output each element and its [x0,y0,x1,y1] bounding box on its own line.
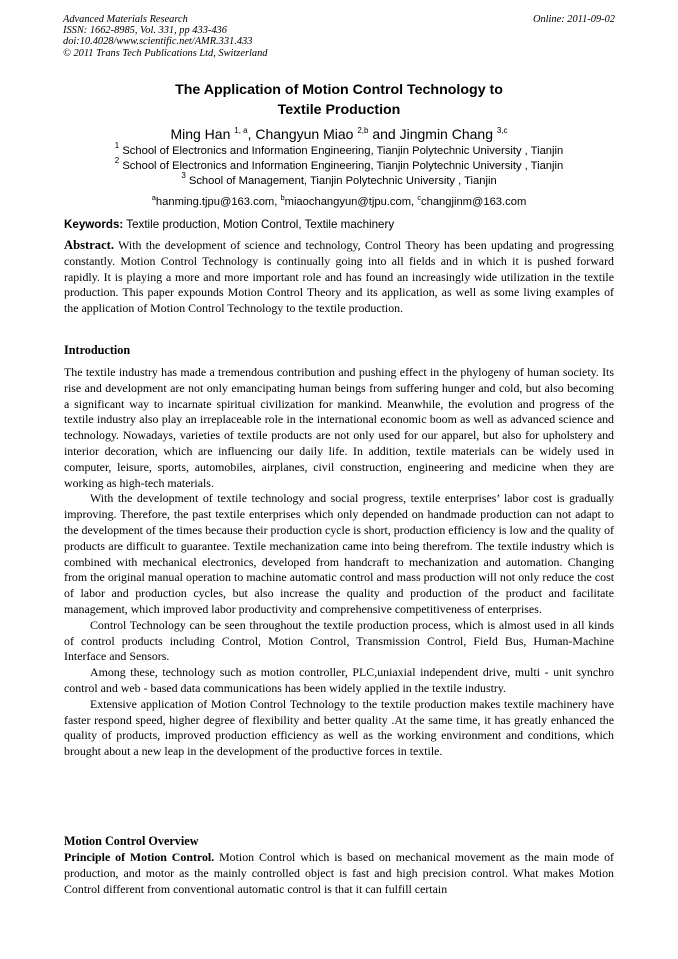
journal-header [63,14,267,59]
author-affiliation-mark: 1, a [234,126,248,135]
email-mark: b [280,193,285,202]
abstract-text: With the development of science and technology, Control Theory has been updating and progressing constantly. Motion Control Technology is continually going into all fields and in which it is pushed forward rapidly. It is playing a more and more important role and has found an increasingly wide utilization in the textile production. This paper expounds Motion Control Theory and its application, as well as some living examples of the application of Motion Control Technology to the textile production. [64,238,614,316]
online-date: Online: 2011-09-02 [532,14,615,25]
affiliation-text: School of Management, Tianjin Polytechnic University , Tianjin [188,175,497,187]
author-separator: and [368,126,400,142]
subsection-heading: Principle of Motion Control. [64,850,215,864]
keywords-text: Textile production, Motion Control, Textile machinery [123,218,395,231]
paragraph: Among these, technology such as motion controller, PLC,uniaxial independent drive, multi - unit synchro control and web - based data communications has been widely applied in the textile industry. [64,665,614,695]
paragraph: With the development of textile technology and social progress, textile enterprises’ labor cost is gradually improving. Therefore, the past textile enterprises which only depended on handmade production can not adapt to the development of the times because their production cycle is short, production efficiency is low and the quality of products are difficult to guarantee. Textile mechanization came into being therefrom. The textile industry which is combined with mechanical electronics, developed from handcraft to mechanization and automation. Changing from the original manual operation to machine automatic control and mass production will not only reduce the cost of labor and production cycles, but also increase the quality and production of the product and facilitate management, which improved labor productivity and comprehensive competitiveness of enterprises. [64,491,614,616]
affiliation-2 [0,158,678,174]
paragraph: Extensive application of Motion Control Technology to the textile production makes textile machinery have faster respond speed, higher degree of flexibility and better quality .At the same time, it has greatly enhanced the quality of products, improved production efficiency as well as the working environment and conditions, which brought about a new leap in the development of the productive forces in textile. [64,696,614,759]
title-line-2: Textile Production [277,102,401,118]
motion-control-body [64,850,614,897]
introduction-heading: Introduction [64,343,131,357]
affiliation-number: 1 [114,141,120,150]
email-mark: a [151,193,156,202]
keywords-line [64,217,394,233]
author-name: Changyun Miao [255,126,354,142]
doi-line: doi:10.4028/www.scientific.net/AMR.331.433 [63,36,253,48]
abstract-label: Abstract. [64,238,115,252]
affiliation-1 [0,143,678,159]
affiliation-text: School of Electronics and Information Engineering, Tianjin Polytechnic University , Tianjin [122,145,564,157]
title-line-1: The Application of Motion Control Technology to [175,82,503,98]
abstract-block [64,238,614,317]
email-address: hanming.tjpu@163.com, [155,196,281,208]
keywords-label: Keywords: [64,218,124,231]
motion-control-heading: Motion Control Overview [64,834,199,848]
email-address: changjinm@163.com [421,196,527,208]
issn-line: ISSN: 1662-8985, Vol. 331, pp 433-436 [63,25,227,37]
author-list [0,124,678,144]
affiliation-3 [0,173,678,189]
email-mark: c [417,193,421,202]
author-affiliation-mark: 2,b [357,126,369,135]
author-name: Jingmin Chang [399,126,493,142]
email-address: miaochangyun@tjpu.com, [284,196,418,208]
author-name: Ming Han [170,126,231,142]
affiliation-text: School of Electronics and Information Engineering, Tianjin Polytechnic University , Tianjin [122,160,564,172]
author-affiliation-mark: 3,c [496,126,508,135]
copyright-line: © 2011 Trans Tech Publications Ltd, Switzerland [63,47,268,59]
email-line [0,194,678,210]
introduction-body [64,365,614,760]
paragraph: Motion Control which is based on mechanical movement as the main mode of production, and motor as the mainly controlled object is fast and high precision control. What makes Motion Control different from conventional automatic control is that it can fulfill certain [64,850,614,896]
paper-title [0,80,678,120]
paragraph: The textile industry has made a tremendous contribution and pushing effect in the phylogeny of human society. Its rise and development are not only emancipating human beings from suffering hunger and cold, but also becoming a significant way to incarnate spiritual civilization for mankind. Meanwhile, the evolution and progress of the textile industry also play an irreplaceable role in the international economic boom as well as advanced science and technology. Nowadays, varieties of textile products are not only used for our apparel, but also for upholstery and interior decoration, which are influencing our daily life. In addition, textile materials can be widely used in computer, leisure, sports, automobiles, airplanes, civil construction, engineering and medicine when they are working as high-tech materials. [64,365,614,490]
affiliation-number: 2 [114,156,120,165]
paragraph: Control Technology can be seen throughout the textile production process, which is almost used in all kinds of control products including Control, Motion Control, Transmission Control, Field Bus, Human-Machine Interface and Sensors. [64,617,614,664]
author-separator: , [247,126,256,142]
affiliation-number: 3 [181,171,186,180]
journal-name: Advanced Materials Research [63,14,188,25]
